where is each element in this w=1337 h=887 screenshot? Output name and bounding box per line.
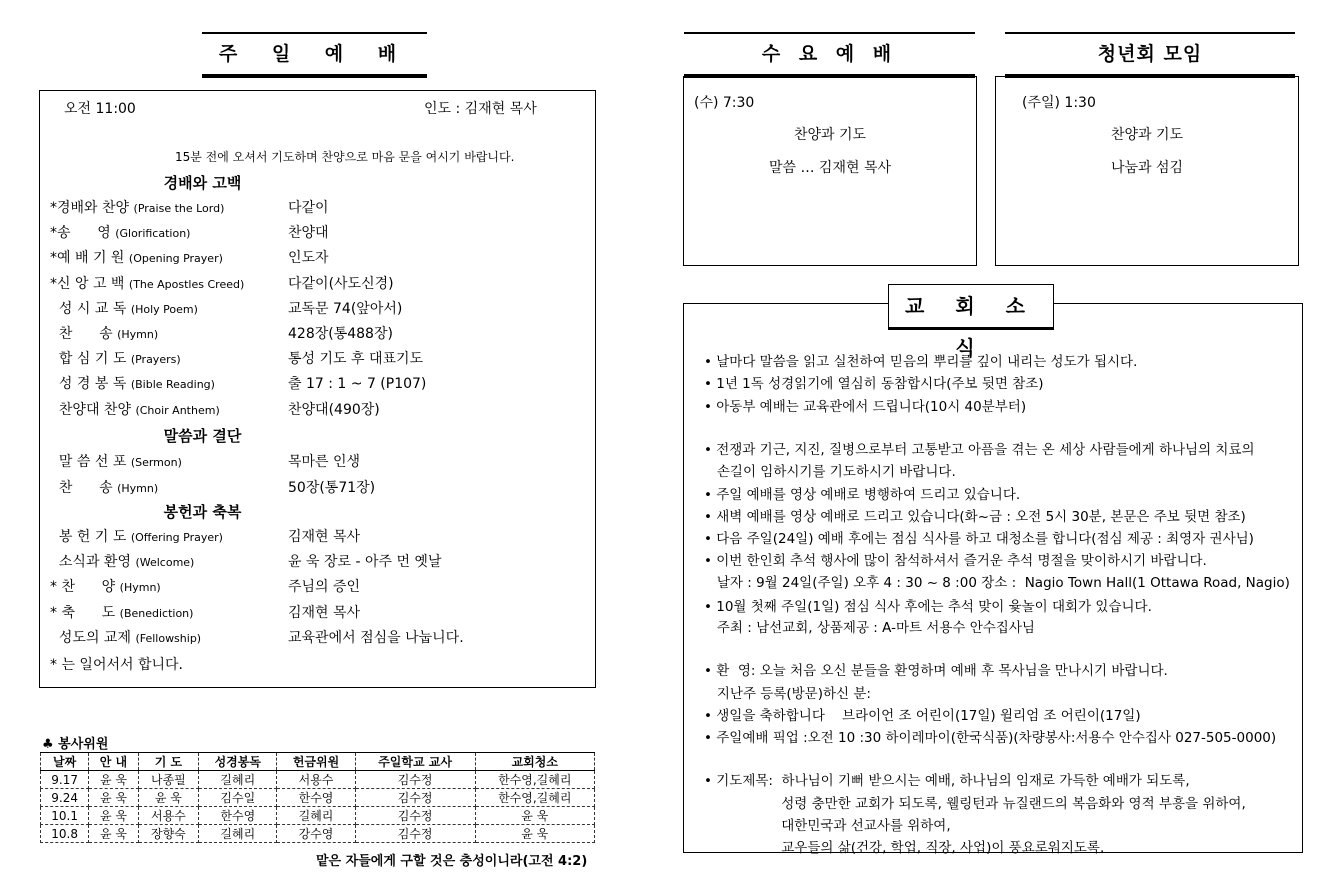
- volunteers-header-cell: 헌금위원: [277, 753, 355, 771]
- volunteers-table: [40, 752, 595, 843]
- order-item-name: 봉 헌 기 도: [50, 529, 127, 545]
- order-item-name: 성 시 교 독: [50, 300, 127, 317]
- order-item-english: (Prayers): [130, 353, 181, 367]
- order-item: [50, 348, 423, 368]
- table-cell: 길혜리: [277, 807, 355, 825]
- table-cell: 장향숙: [138, 825, 199, 843]
- order-item-name: 찬 송: [50, 326, 113, 342]
- order-item-value: 주님의 증인: [288, 579, 361, 596]
- news-item: • 주일 예배를 영상 예배로 병행하여 드리고 있습니다.: [704, 487, 1021, 503]
- order-item-english: (Praise the Lord): [133, 202, 225, 215]
- table-cell: 9.24: [41, 789, 89, 807]
- table-cell: 김수정: [355, 789, 475, 807]
- wednesday-title: 수 요 예 배: [684, 32, 975, 78]
- volunteers-header-cell: 기 도: [138, 753, 199, 771]
- news-item: • 생일을 축하합니다 브라이언 조 어린이(17일) 윌리엄 조 어린이(17일): [704, 708, 1141, 724]
- volunteers-header-cell: 교회청소: [475, 753, 594, 771]
- order-item-english: (Welcome): [135, 556, 195, 570]
- volunteers-header-row: [41, 753, 595, 771]
- order-item-label: [50, 551, 288, 571]
- order-item-name: 성 경 봉 독: [50, 376, 127, 393]
- order-item-label: [50, 222, 288, 242]
- youth-title: 청년회 모임: [1005, 32, 1295, 78]
- table-cell: 나종필: [138, 771, 199, 789]
- order-item-label: [50, 373, 288, 393]
- section-heading-3: 봉헌과 축복: [163, 503, 242, 521]
- table-cell: 김수일: [199, 789, 277, 807]
- order-item-value: 김재현 목사: [288, 529, 361, 545]
- youth-line-1: 찬양과 기도: [1110, 127, 1184, 143]
- order-item-label: [50, 298, 288, 318]
- order-item-value: 다같이: [288, 200, 329, 216]
- news-box: [683, 303, 1303, 856]
- table-cell: 김수정: [355, 807, 475, 825]
- order-item: [50, 627, 464, 647]
- news-item: 손길이 임하시기를 기도하시기 바랍니다.: [704, 464, 956, 480]
- section-heading-1: 경배와 고백: [163, 174, 242, 192]
- table-cell: 윤 욱: [89, 789, 138, 807]
- order-item-label: [50, 247, 288, 267]
- table-cell: 9.17: [41, 771, 89, 789]
- order-item-english: (Hymn): [119, 581, 161, 595]
- sunday-order-box: [39, 90, 596, 688]
- table-row: [41, 825, 595, 843]
- order-item-english: (Holy Poem): [130, 302, 198, 316]
- news-item: • 기도제목: 하나님이 기뻐 받으시는 예배, 하나님의 임재로 가득한 예배가 되도록,: [704, 773, 1190, 789]
- order-item: [50, 576, 360, 596]
- order-item-label: [50, 602, 288, 622]
- news-item: • 전쟁과 기근, 지진, 질병으로부터 고통받고 아픔을 겪는 온 세상 사람들에게 하나님의 치료의: [704, 442, 1255, 458]
- table-cell: 길혜리: [199, 825, 277, 843]
- news-title: 교 회 소 식: [888, 284, 1054, 330]
- table-cell: 한수영: [199, 807, 277, 825]
- order-item: [50, 298, 402, 318]
- order-item-english: (Offering Prayer): [130, 531, 223, 544]
- news-item: • 날마다 말씀을 읽고 실천하여 믿음의 뿌리를 깊이 내리는 성도가 됩시다.: [704, 354, 1138, 370]
- table-cell: 윤 욱: [89, 771, 138, 789]
- news-item: 성령 충만한 교회가 되도록, 웰링턴과 뉴질랜드의 복음화와 영적 부흥을 위하여,: [704, 796, 1246, 812]
- youth-time: (주일) 1:30: [1022, 95, 1096, 111]
- order-item: [50, 602, 360, 622]
- wednesday-line-2: 말씀 … 김재현 목사: [768, 160, 892, 176]
- order-item-english: (Hymn): [117, 328, 159, 341]
- order-item-english: (Fellowship): [135, 631, 202, 645]
- table-cell: 길혜리: [199, 771, 277, 789]
- order-item-name: *신 앙 고 백: [50, 275, 125, 292]
- news-item: 주최 : 남선교회, 상품제공 : A-마트 서용수 안수집사님: [704, 620, 1035, 636]
- order-item-value: 찬양대: [288, 225, 329, 242]
- table-cell: 10.8: [41, 825, 89, 843]
- wednesday-box: [683, 76, 977, 266]
- wednesday-time: (수) 7:30: [694, 95, 755, 111]
- order-item-english: (Benediction): [119, 606, 194, 620]
- news-item: • 주일예배 픽업 :오전 10 :30 하이레마이(한국식품)(차량봉사:서용수 안수집사 027-505-0000): [704, 730, 1277, 746]
- table-cell: 윤 욱: [138, 789, 199, 807]
- verse-text: 맡은 자들에게 구할 것은 충성이니라(고전 4:2): [316, 854, 588, 869]
- order-item-value: 찬양대(490장): [288, 401, 380, 418]
- order-item-value: 교독문 74(앞아서): [288, 300, 403, 317]
- news-item: • 다음 주일(24일) 예배 후에는 점심 식사를 하고 대청소를 합니다(점심 제공 : 최영자 권사님): [704, 531, 1254, 547]
- news-item: 교우들의 삶(건강, 학업, 직장, 사업)이 풍요로워지도록.: [704, 840, 1105, 856]
- order-item-value: 김재현 목사: [288, 604, 361, 621]
- order-item: [50, 551, 441, 571]
- news-item: • 새벽 예배를 영상 예배로 드리고 있습니다(화~금 : 오전 5시 30분, 본문은 주보 뒷면 참조): [704, 509, 1246, 525]
- news-item: 날자 : 9월 24일(주일) 오후 4 : 30 ~ 8 :00 장소 : Nagio Town Hall(1 Ottawa Road, Nagio): [704, 575, 1290, 591]
- news-item: 대한민국과 선교사를 위하여,: [704, 818, 951, 834]
- order-item-value: 윤 욱 장로 - 아주 먼 옛날: [288, 554, 442, 571]
- news-item: • 이번 한인회 추석 행사에 많이 참석하셔서 즐거운 추석 명절을 맞이하시기 바랍니다.: [704, 553, 1207, 569]
- volunteers-title: ♣ 봉사위원: [42, 737, 109, 752]
- news-item: • 환 영: 오늘 처음 오신 분들을 환영하며 예배 후 목사님을 만나시기 바랍니다.: [704, 663, 1168, 679]
- order-item-name: 말 씀 선 포: [50, 454, 127, 470]
- order-item: [50, 247, 329, 267]
- order-item-name: *경배와 찬양: [50, 200, 130, 216]
- table-cell: 한수영: [277, 789, 355, 807]
- order-item-value: 교육관에서 점심을 나눕니다.: [288, 629, 464, 646]
- news-item: • 1년 1독 성경읽기에 열심히 동참합시다(주보 뒷면 참조): [704, 376, 1044, 392]
- volunteers-header-cell: 성경봉독: [199, 753, 277, 771]
- table-cell: 윤 욱: [89, 807, 138, 825]
- order-item-english: (Choir Anthem): [135, 403, 220, 417]
- order-item-label: [50, 477, 288, 497]
- order-item: [50, 451, 360, 471]
- youth-box: [995, 76, 1299, 266]
- news-item: 지난주 등록(방문)하신 분:: [704, 686, 871, 702]
- order-item-english: (The Apostles Creed): [128, 277, 245, 291]
- order-item-name: 찬 송: [50, 479, 113, 496]
- service-leader: 인도 : 김재현 목사: [424, 101, 537, 117]
- order-item-value: 428장(통488장): [288, 326, 393, 342]
- order-item: [50, 526, 360, 546]
- table-cell: 한수영,길혜리: [475, 789, 594, 807]
- order-item-english: (Hymn): [117, 481, 159, 495]
- order-item-english: (Opening Prayer): [128, 252, 223, 266]
- table-cell: 윤 욱: [475, 807, 594, 825]
- order-item: [50, 399, 380, 419]
- order-item-value: 다같이(사도신경): [288, 275, 394, 292]
- order-item: [50, 197, 329, 217]
- order-item-label: [50, 526, 288, 546]
- table-cell: 강수영: [277, 825, 355, 843]
- table-cell: 10.1: [41, 807, 89, 825]
- order-item-name: *예 배 기 원: [50, 250, 125, 267]
- order-item-label: [50, 273, 288, 293]
- order-item-english: (Sermon): [130, 456, 182, 469]
- order-item-label: [50, 399, 288, 419]
- standing-note: * 는 일어서서 합니다.: [50, 657, 183, 673]
- order-item-label: [50, 348, 288, 368]
- table-cell: 김수정: [355, 825, 475, 843]
- order-item: [50, 373, 426, 393]
- order-item-label: [50, 323, 288, 343]
- wednesday-line-1: 찬양과 기도: [793, 127, 867, 143]
- order-item-value: 인도자: [288, 250, 329, 267]
- order-item-value: 출 17 : 1 ~ 7 (P107): [288, 376, 427, 393]
- order-item-name: *송 영: [50, 225, 111, 242]
- table-row: [41, 789, 595, 807]
- section-heading-2: 말씀과 결단: [163, 427, 242, 445]
- volunteers-header-cell: 안 내: [89, 753, 138, 771]
- order-item-english: (Glorification): [115, 227, 191, 241]
- volunteers-header-cell: 날짜: [41, 753, 89, 771]
- order-item-label: [50, 576, 288, 596]
- order-item-name: * 찬 양: [50, 579, 116, 596]
- table-cell: 김수정: [355, 771, 475, 789]
- order-item-name: * 축 도: [50, 604, 116, 621]
- order-item-value: 통성 기도 후 대표기도: [288, 351, 424, 368]
- order-item-name: 합 심 기 도: [50, 351, 127, 368]
- table-row: [41, 807, 595, 825]
- order-item-value: 목마른 인생: [288, 454, 361, 470]
- order-item: [50, 273, 394, 293]
- order-item-label: [50, 627, 288, 647]
- youth-line-2: 나눔과 섬김: [1110, 160, 1184, 176]
- news-item: • 아동부 예배는 교육관에서 드립니다(10시 40분부터): [704, 399, 1027, 415]
- news-item: • 10월 첫째 주일(1일) 점심 식사 후에는 추석 맞이 윷놀이 대회가 있습니다.: [704, 599, 1152, 615]
- table-cell: 한수영,길혜리: [475, 771, 594, 789]
- order-item-name: 찬양대 찬양: [50, 401, 131, 418]
- order-item-name: 소식과 환영: [50, 554, 131, 571]
- intro-text: 15분 전에 오셔서 기도하며 찬양으로 마음 문을 여시기 바랍니다.: [175, 150, 515, 164]
- order-item-label: [50, 197, 288, 217]
- order-item: [50, 477, 375, 497]
- order-item-english: (Bible Reading): [130, 378, 215, 392]
- table-row: [41, 771, 595, 789]
- table-cell: 서용수: [277, 771, 355, 789]
- table-cell: 서용수: [138, 807, 199, 825]
- order-item: [50, 323, 393, 343]
- order-item-label: [50, 451, 288, 471]
- table-cell: 윤 욱: [89, 825, 138, 843]
- order-item-name: 성도의 교제: [50, 629, 131, 646]
- volunteers-header-cell: 주일학교 교사: [355, 753, 475, 771]
- service-time: 오전 11:00: [64, 101, 136, 117]
- order-item: [50, 222, 329, 242]
- sunday-title: 주 일 예 배: [202, 32, 427, 78]
- table-cell: 윤 욱: [475, 825, 594, 843]
- order-item-value: 50장(통71장): [288, 479, 376, 496]
